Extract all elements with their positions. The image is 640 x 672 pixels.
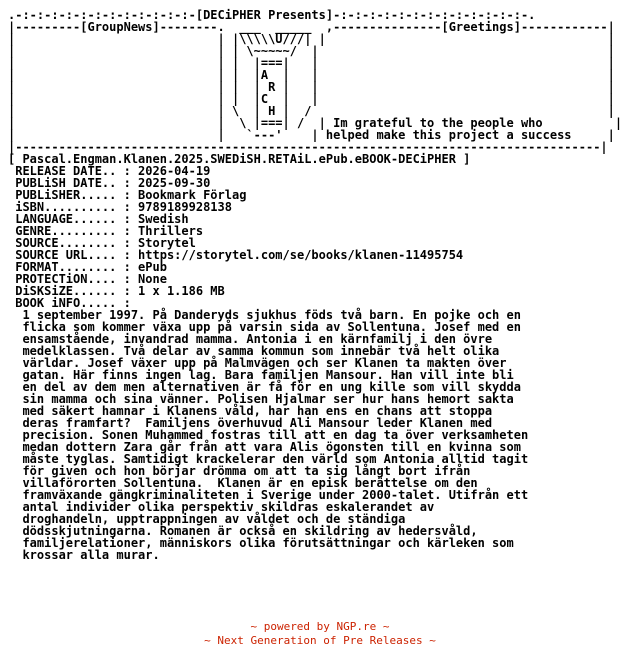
footer-powered-by: ~ powered by NGP.re ~ [250, 620, 390, 633]
nfo-text: .-:-:-:-:-:-:-:-:-:-:-:-:-[DECiPHER Presents]-:-:-:-:-:-:-:-:-:-:-:-:-:-. |---------[GroupNews]--------. ___ _____ ,---------------[Greetings]------------| | | |\\\\\U///| | | | | | \~~~~~/ | | | | | |===| | | | | | |A | | | | | | | R | | | | | | |C | | | | | \ | H | / | | | \ |===| / | Im grateful to the people who | | | `---' | helped make this project a success | |---------------------------------------------------------------------------------| [ Pascal.Engman.Klanen.2025.SWEDiSH.RETAiL.ePub.eBOOK-DECiPHER ] RELEASE DATE.. : 2026-04-19 PUBLiSH DATE.. : 2025-09-30 PUBLiSHER..... : Bookmark Förlag iSBN.......... : 9789189928138 LANGUAGE...... : Swedish GENRE......... : Thrillers SOURCE........ : Storytel SOURCE URL.... : https://storytel.com/se/books/klanen-11495754 FORMAT........ : ePub PROTECTiON.... : None DiSKSiZE...... : 1 x 1.186 MB BOOK iNFO..... : 1 september 1997. På Danderyds sjukhus föds två barn. En pojke och en flicka som kommer växa upp på varsin sida av Sollentuna. Josef med en ensamstående, invandrad mamma. Antonia i en kärnfamilj i den övre medelklassen. Två delar av samma kommun som innebär två helt olika världar. Josef växer upp på Malmvägen och ser Klanen ta makten över gatan. Här finns ingen lag. Bara familjen Mansour. Han vill inte bli en del av dem men alternativen är få för en ung kille som vill skydda sin mamma och sina vänner. Polisen Hjalmar ser hur hans hemort sakta med säkert hamnar i Klanens våld, har han ens en chans att stoppa deras framfart? Familjens överhuvud Ali Mansour leder Klanen med precision. Sonen Muhammed fostras till att en dag ta över verksamheten medan dottern Zara går från att vara Alis ögonsten till en kvinna som måste tyglas. Samtidigt krackelerar den värld som Antonia alltid tagit för given och hon börjar drömma om att ta sig långt bort ifrån villaförorten Sollentuna. Klanen är en episk berättelse om den framväxande gängkriminaliteten i Sverige under 2000-talet. Utifrån ett antal individer olika perspektiv skildras eskalerandet av droghandeln, upptrappningen av våldet och de ständiga dödsskjutningarna. Romanen är också en skildring av hedersvåld, familjerelationer, människors olika förutsättningar och kärleken som krossar alla murar. [8, 8, 623, 562]
footer-tagline: ~ Next Generation of Pre Releases ~ [204, 634, 436, 647]
